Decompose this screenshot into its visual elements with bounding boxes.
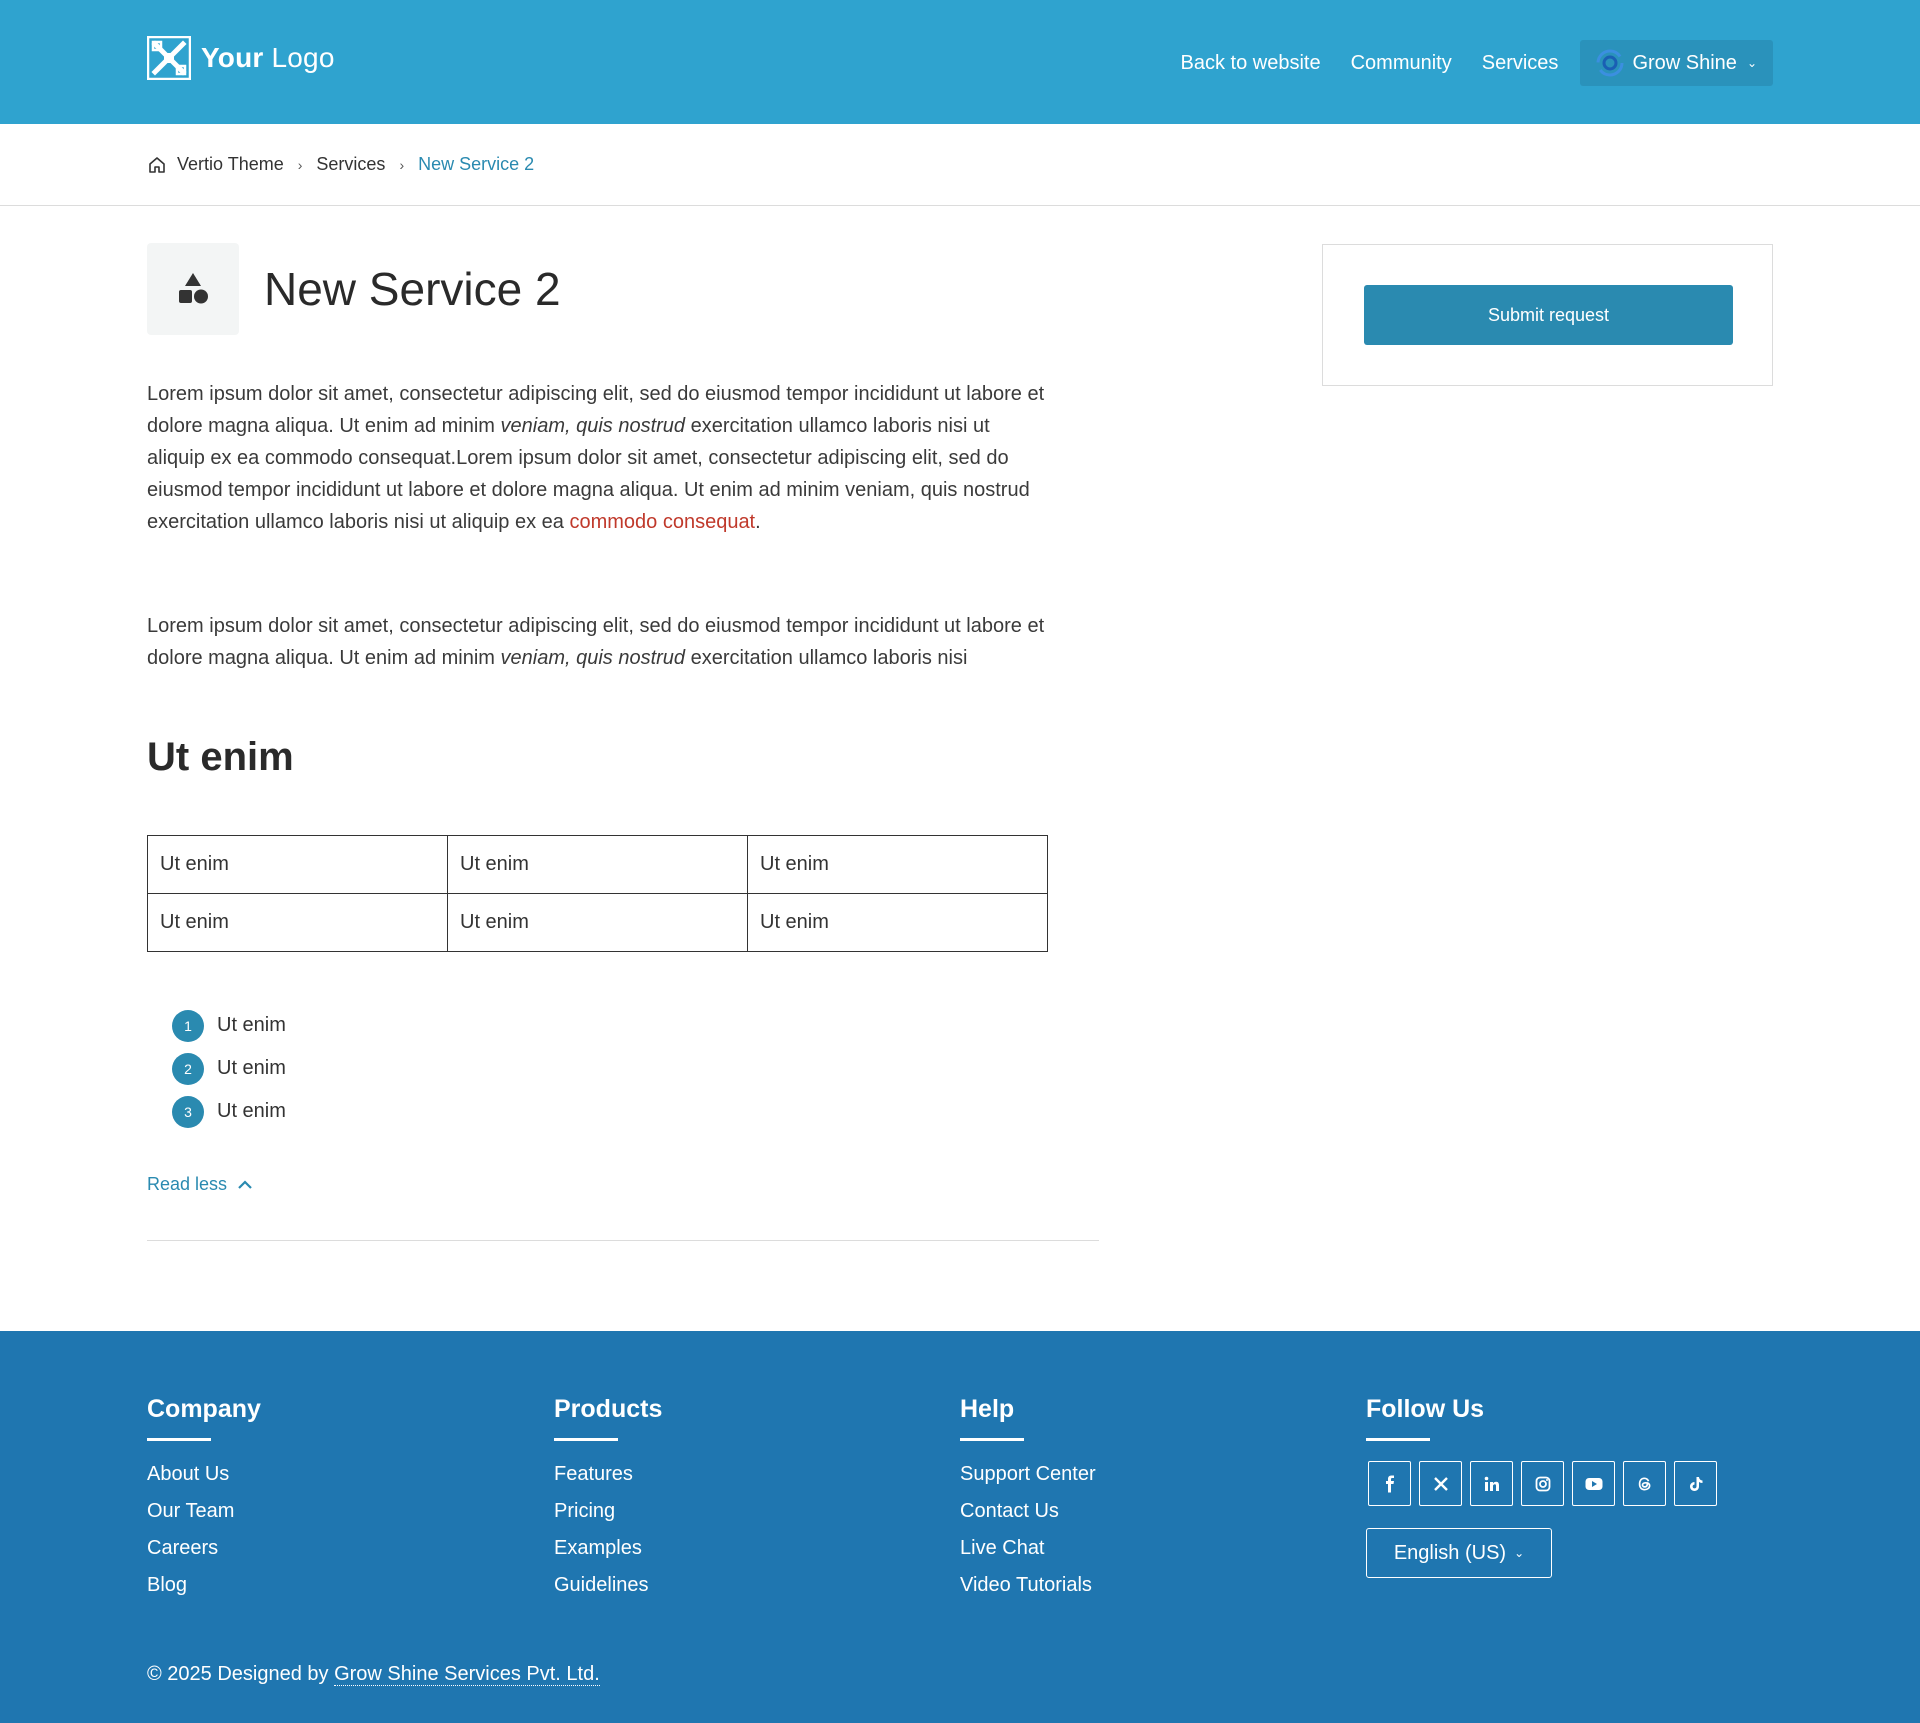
linkedin-icon[interactable] (1470, 1461, 1513, 1506)
sidebar-panel (1322, 244, 1773, 386)
submit-request-button[interactable]: Submit request (1364, 285, 1733, 345)
chevron-down-icon: ⌄ (1514, 1546, 1525, 1560)
nav-services[interactable]: Services (1481, 51, 1559, 74)
footer-link-contact-us[interactable]: Contact Us (960, 1500, 1059, 1522)
breadcrumb-item-vertio-theme[interactable]: Vertio Theme (177, 154, 284, 174)
heading-underline (554, 1438, 618, 1441)
list-item: 3 Ut enim (172, 1090, 286, 1133)
instagram-icon[interactable] (1521, 1461, 1564, 1506)
table-row (148, 836, 1048, 894)
read-less-toggle[interactable]: Read less (147, 1174, 253, 1195)
tiktok-icon[interactable] (1674, 1461, 1717, 1506)
footer-link-video-tutorials[interactable]: Video Tutorials (960, 1574, 1092, 1596)
logo-text: Your Logo (201, 42, 335, 73)
service-paragraph-1: Lorem ipsum dolor sit amet, consectetur adipiscing elit, sed do eiusmod tempor incididunt ut labore et dolore magna aliqua. Ut enim ad minim veniam, quis nostrud exercitation ullamco laboris nisi ut aliquip ex ea commodo consequat.Lorem ipsum dolor sit amet, consectetur adipiscing elit, sed do eiusmod tempor incididunt ut labore et dolore magna aliqua. Ut enim ad minim veniam, quis nostrud exercitation ullamco laboris nisi ut aliquip ex ea commodo consequat. (147, 383, 1045, 533)
service-paragraph-2: Lorem ipsum dolor sit amet, consectetur adipiscing elit, sed do eiusmod tempor incididunt ut labore et dolore magna aliqua. Ut enim ad minim veniam, quis nostrud exercitation ullamco laboris nisi (147, 615, 1045, 669)
home-icon[interactable] (147, 155, 167, 175)
breadcrumb-item-services[interactable]: Services (316, 154, 386, 174)
logo[interactable] (147, 36, 335, 80)
commodo-consequat-link[interactable]: commodo consequat (569, 511, 756, 533)
footer-help (960, 1395, 1096, 1609)
page-title: New Service 2 (264, 263, 561, 315)
table-cell: Ut enim (748, 894, 1048, 952)
chevron-down-icon: ⌄ (1746, 56, 1757, 70)
footer-link-careers[interactable]: Careers (147, 1537, 219, 1559)
footer-link-features[interactable]: Features (554, 1463, 633, 1485)
footer-link-live-chat[interactable]: Live Chat (960, 1537, 1045, 1559)
copyright-company-link[interactable]: Grow Shine Services Pvt. Ltd. (334, 1663, 600, 1685)
footer (0, 1331, 1920, 1723)
breadcrumb (147, 154, 534, 175)
footer-link-our-team[interactable]: Our Team (147, 1500, 235, 1522)
footer-heading: Follow Us (1366, 1395, 1485, 1423)
list-number-badge: 2 (172, 1053, 204, 1085)
nav-back-to-website[interactable]: Back to website (1180, 51, 1321, 74)
service-icon-box (147, 243, 239, 335)
breadcrumb-bar (0, 124, 1920, 206)
top-nav (1181, 40, 1773, 86)
footer-products (554, 1395, 662, 1609)
footer-link-pricing[interactable]: Pricing (554, 1500, 616, 1522)
language-selector[interactable]: English (US) ⌄ (1366, 1528, 1552, 1578)
threads-icon[interactable] (1623, 1461, 1666, 1506)
top-header (0, 0, 1920, 124)
footer-link-about-us[interactable]: About Us (147, 1463, 230, 1485)
footer-link-blog[interactable]: Blog (147, 1574, 188, 1596)
copyright: © 2025 Designed by Grow Shine Services Pvt. Ltd. (147, 1663, 600, 1685)
footer-link-support-center[interactable]: Support Center (960, 1463, 1096, 1485)
footer-link-examples[interactable]: Examples (554, 1537, 642, 1559)
social-links (1368, 1461, 1717, 1506)
list-number-badge: 1 (172, 1010, 204, 1042)
list-item: 1 Ut enim (172, 1004, 286, 1047)
logo-icon (147, 36, 191, 80)
table-row (148, 894, 1048, 952)
table-cell: Ut enim (448, 836, 748, 894)
section-heading: Ut enim (147, 735, 294, 779)
heading-underline (147, 1438, 211, 1441)
footer-company (147, 1395, 261, 1609)
chevron-right-icon: › (297, 156, 303, 173)
footer-heading: Company (147, 1395, 261, 1423)
table-cell: Ut enim (748, 836, 1048, 894)
table-cell: Ut enim (448, 894, 748, 952)
breadcrumb-item-current: New Service 2 (418, 154, 535, 174)
footer-heading: Help (960, 1395, 1015, 1423)
x-icon[interactable] (1419, 1461, 1462, 1506)
table-cell: Ut enim (148, 836, 448, 894)
footer-heading: Products (554, 1395, 663, 1423)
footer-follow (1366, 1395, 1717, 1578)
list-number-badge: 3 (172, 1096, 204, 1128)
divider (147, 1240, 1099, 1241)
nav-community[interactable]: Community (1350, 51, 1452, 74)
shapes-icon (173, 269, 213, 309)
heading-underline (1366, 1438, 1430, 1441)
chevron-right-icon: › (399, 156, 405, 173)
table-cell: Ut enim (148, 894, 448, 952)
user-name: Grow Shine (1632, 51, 1737, 74)
footer-link-guidelines[interactable]: Guidelines (554, 1574, 649, 1596)
chevron-up-icon (237, 1180, 253, 1190)
user-avatar-icon (1596, 49, 1624, 77)
list-item: 2 Ut enim (172, 1047, 286, 1090)
youtube-icon[interactable] (1572, 1461, 1615, 1506)
facebook-icon[interactable] (1368, 1461, 1411, 1506)
numbered-list (172, 1004, 286, 1133)
heading-underline (960, 1438, 1024, 1441)
user-menu-button[interactable] (1580, 40, 1773, 86)
content-table (147, 835, 1048, 952)
